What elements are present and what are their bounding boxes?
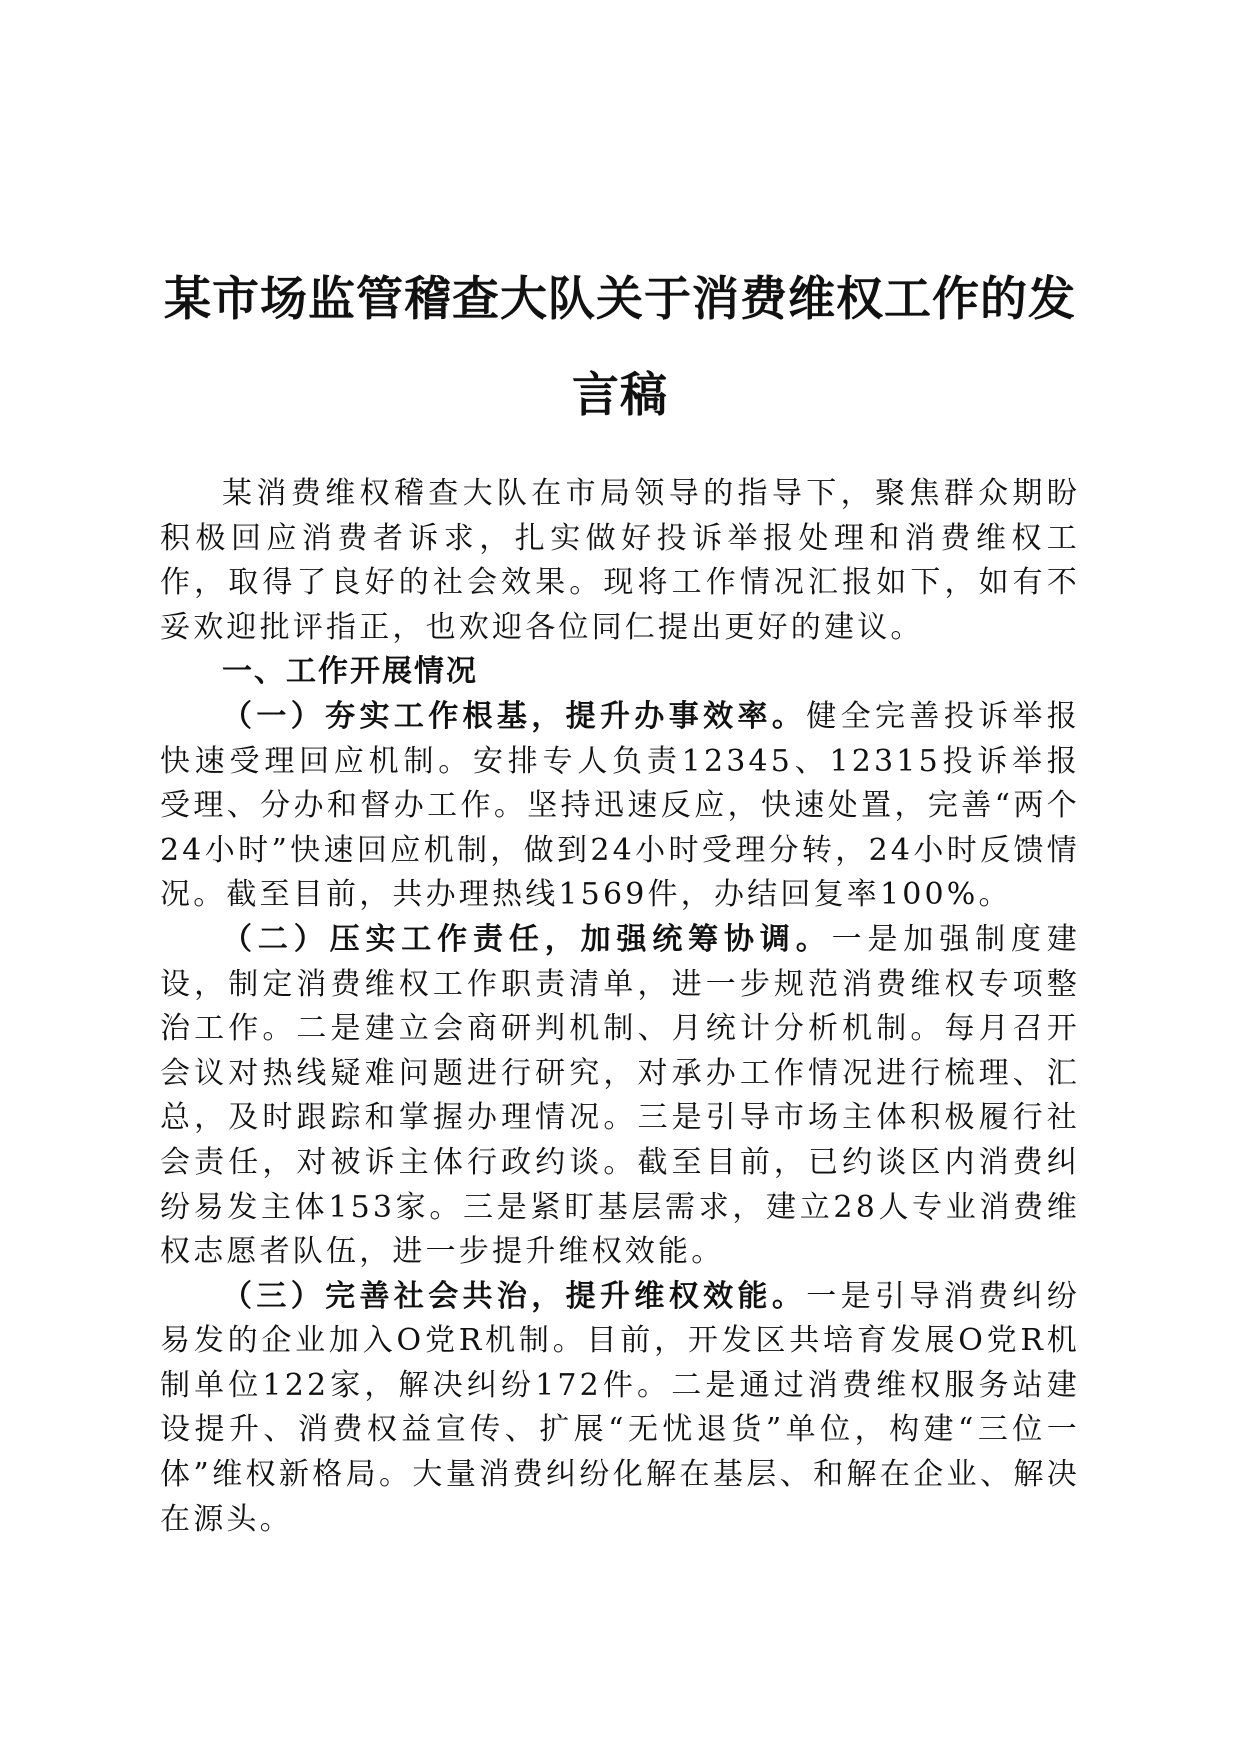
paragraph-item-1 — [160, 695, 1080, 918]
item-3-text: 一是引导消费纠纷易发的企业加入O党R机制。目前，开发区共培育发展O党R机制单位122家，解决纠纷172件。二是通过消费维权服务站建设提升、消费权益宣传、扩展“无忧退货”单位，构建“三位一体”维权新格局。大量消费纠纷化解在基层、和解在企业、解决在源头。 — [160, 1278, 1080, 1537]
document-title: 某市场监管稽查大队关于消费维权工作的发言稿 — [164, 272, 1076, 423]
paragraph-item-3 — [160, 1275, 1080, 1543]
paragraph-item-2 — [160, 918, 1080, 1275]
intro-paragraph: 某消费维权稽查大队在市局领导的指导下，聚焦群众期盼积极回应消费者诉求，扎实做好投诉举报处理和消费维权工作，取得了良好的社会效果。现将工作情况汇报如下，如有不妥欢迎批评指正，也欢迎各位同仁提出更好的建议。 — [160, 476, 1080, 645]
item-1-text: 健全完善投诉举报快速受理回应机制。安排专人负责12345、12315投诉举报受理、分办和督办工作。坚持迅速反应，快速处置，完善“两个24小时”快速回应机制，做到24小时受理分转，24小时反馈情况。截至目前，共办理热线1569件，办结回复率100%。 — [160, 698, 1080, 913]
document-body — [160, 472, 1080, 1542]
section-heading-work-progress: 一、工作开展情况 — [222, 654, 478, 690]
item-2-text: 一是加强制度建设，制定消费维权工作职责清单，进一步规范消费维权专项整治工作。二是建立会商研判机制、月统计分析机制。每月召开会议对热线疑难问题进行研究，对承办工作情况进行梳理、汇总，及时跟踪和掌握办理情况。三是引导市场主体积极履行社会责任，对被诉主体行政约谈。截至目前，已约谈区内消费纠纷易发主体153家。三是紧盯基层需求，建立28人专业消费维权志愿者队伍，进一步提升维权效能。 — [160, 921, 1080, 1270]
item-1-lead: （一）夯实工作根基，提升办事效率。 — [222, 698, 807, 734]
item-2-lead: （二）压实工作责任，加强统筹协调。 — [222, 921, 832, 957]
item-3-lead: （三）完善社会共治，提升维权效能。 — [222, 1278, 807, 1314]
